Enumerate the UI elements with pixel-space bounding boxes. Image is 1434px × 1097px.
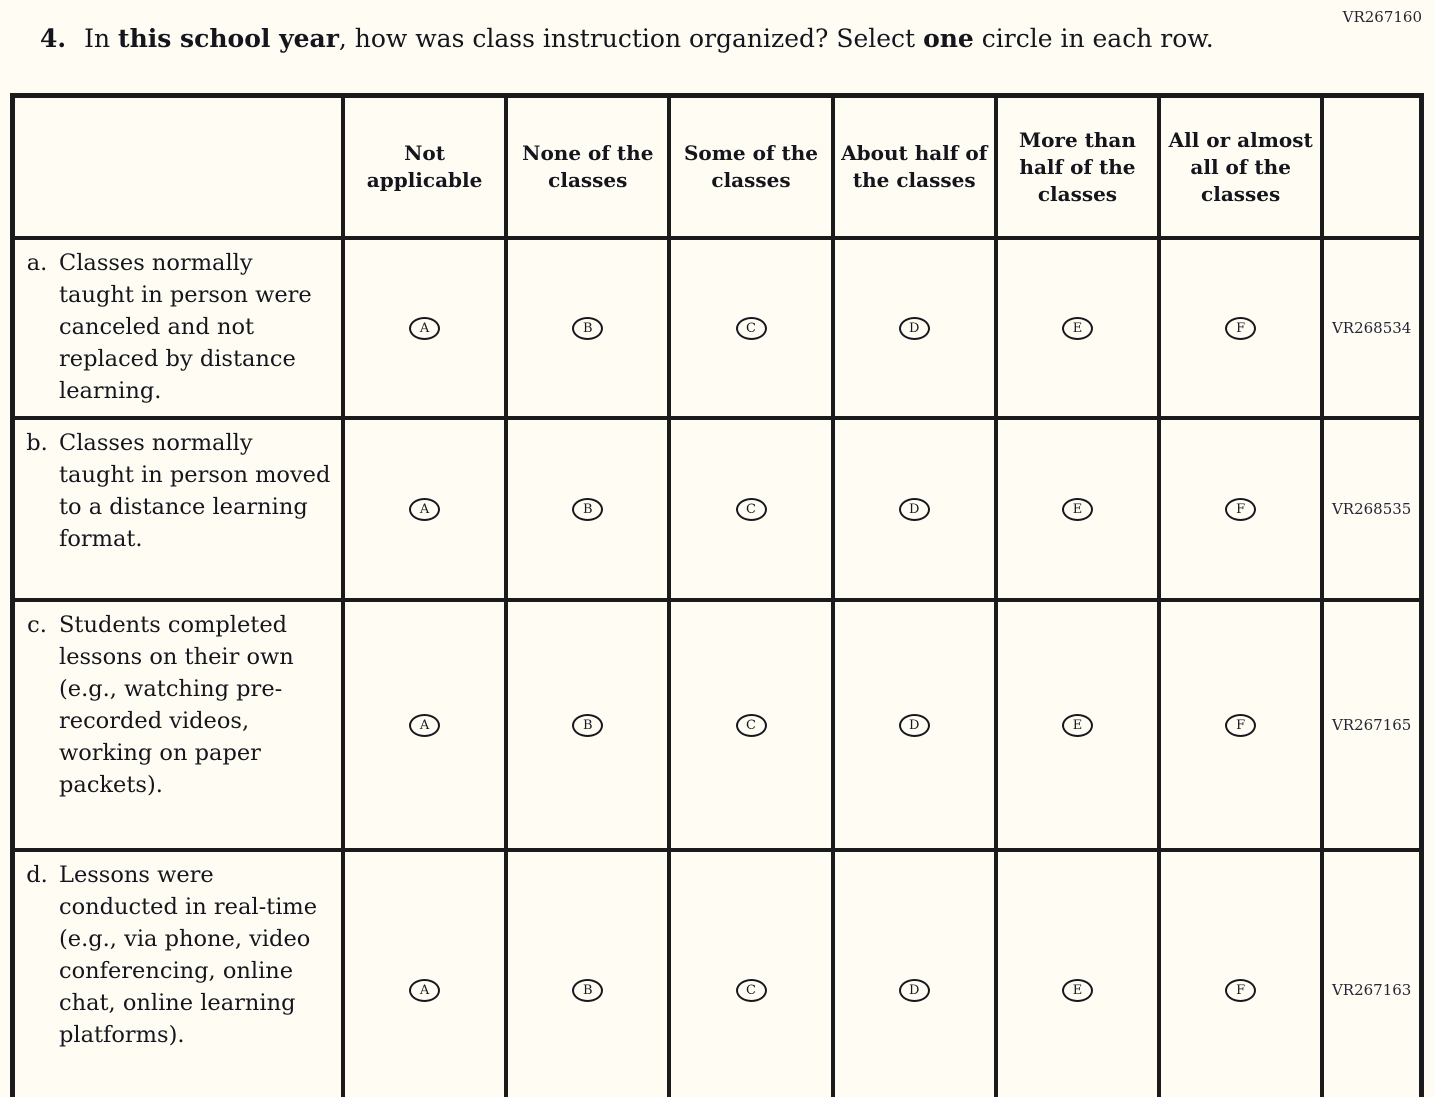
answer-bubble-e[interactable] [1062, 498, 1093, 521]
answer-bubble-d[interactable] [899, 498, 930, 521]
answer-bubble-e[interactable] [1062, 714, 1093, 737]
answer-bubble-f[interactable] [1225, 979, 1256, 1002]
header-some-of-classes: Some of the classes [669, 96, 832, 239]
header-none-of-classes: None of the classes [506, 96, 669, 239]
row-text: Students completed lessons on their own (e.g., watching pre-recorded videos, working on paper packets). [59, 612, 294, 798]
row-code [1322, 238, 1421, 418]
option-cell-b [506, 600, 669, 850]
bubble-letter: A [419, 501, 430, 517]
row-code-text: VR267163 [1331, 981, 1412, 999]
option-cell-d [833, 418, 996, 600]
option-cell-f [1159, 238, 1322, 418]
row-letter: b. [26, 430, 48, 456]
bubble-letter: D [909, 982, 920, 998]
response-matrix-table [10, 93, 1424, 1097]
row-letter: d. [26, 862, 48, 888]
option-cell-b [506, 238, 669, 418]
answer-bubble-b[interactable] [572, 979, 603, 1002]
answer-bubble-c[interactable] [736, 979, 767, 1002]
bubble-letter: C [746, 982, 756, 998]
header-not-applicable: Not applicable [343, 96, 506, 239]
answer-bubble-a[interactable] [409, 498, 440, 521]
row-letter: c. [27, 612, 47, 638]
row-code [1322, 600, 1421, 850]
answer-bubble-e[interactable] [1062, 317, 1093, 340]
bubble-letter: E [1072, 320, 1083, 336]
question-bold2: one [923, 24, 974, 53]
bubble-letter: F [1236, 320, 1246, 336]
bubble-letter: E [1072, 717, 1083, 733]
answer-bubble-f[interactable] [1225, 317, 1256, 340]
answer-bubble-a[interactable] [409, 714, 440, 737]
bubble-letter: B [583, 717, 593, 733]
header-about-half: About half of the classes [833, 96, 996, 239]
option-cell-b [506, 850, 669, 1097]
option-cell-e [996, 418, 1159, 600]
bubble-letter: C [746, 717, 756, 733]
bubble-letter: F [1236, 982, 1246, 998]
bubble-letter: A [419, 320, 430, 336]
question-bold1: this school year [118, 24, 339, 53]
row-code [1322, 418, 1421, 600]
option-cell-f [1159, 418, 1322, 600]
question-row-d [13, 850, 1422, 1097]
option-cell-e [996, 238, 1159, 418]
question-part3: circle in each row. [973, 24, 1214, 53]
header-more-than-half: More than half of the classes [996, 96, 1159, 239]
answer-bubble-d[interactable] [899, 317, 930, 340]
bubble-letter: B [583, 320, 593, 336]
bubble-letter: D [909, 501, 920, 517]
bubble-letter: B [583, 982, 593, 998]
bubble-letter: D [909, 320, 920, 336]
header-row [13, 96, 1422, 239]
answer-bubble-a[interactable] [409, 317, 440, 340]
option-cell-c [669, 418, 832, 600]
row-statement [13, 850, 343, 1097]
bubble-letter: E [1072, 982, 1083, 998]
answer-bubble-a[interactable] [409, 979, 440, 1002]
row-text: Classes normally taught in person were canceled and not replaced by distance learning. [59, 250, 312, 404]
row-code-text: VR268535 [1331, 500, 1412, 518]
table-header [13, 96, 1422, 239]
answer-bubble-b[interactable] [572, 317, 603, 340]
option-cell-c [669, 850, 832, 1097]
option-cell-a [343, 600, 506, 850]
bubble-letter: C [746, 501, 756, 517]
bubble-letter: B [583, 501, 593, 517]
answer-bubble-b[interactable] [572, 498, 603, 521]
header-all-or-almost-all: All or almost all of the classes [1159, 96, 1322, 239]
option-cell-a [343, 850, 506, 1097]
option-cell-a [343, 418, 506, 600]
option-cell-b [506, 418, 669, 600]
answer-bubble-f[interactable] [1225, 498, 1256, 521]
option-cell-e [996, 600, 1159, 850]
row-letter: a. [26, 250, 48, 276]
answer-bubble-f[interactable] [1225, 714, 1256, 737]
option-cell-c [669, 238, 832, 418]
answer-bubble-c[interactable] [736, 317, 767, 340]
option-cell-c [669, 600, 832, 850]
row-statement [13, 238, 343, 418]
row-statement [13, 418, 343, 600]
option-cell-f [1159, 600, 1322, 850]
question-row-a [13, 238, 1422, 418]
answer-bubble-e[interactable] [1062, 979, 1093, 1002]
bubble-letter: C [746, 320, 756, 336]
row-code-text: VR268534 [1331, 319, 1412, 337]
option-cell-d [833, 850, 996, 1097]
bubble-letter: F [1236, 717, 1246, 733]
question-row-c [13, 600, 1422, 850]
option-cell-e [996, 850, 1159, 1097]
answer-bubble-b[interactable] [572, 714, 603, 737]
question-number: 4. [40, 24, 67, 53]
row-code [1322, 850, 1421, 1097]
table-body [13, 238, 1422, 1097]
question-part2: , how was class instruction organized? Select [338, 24, 924, 53]
row-text: Classes normally taught in person moved to a distance learning format. [59, 430, 331, 552]
row-code-text: VR267165 [1331, 716, 1412, 734]
question-row-b [13, 418, 1422, 600]
answer-bubble-c[interactable] [736, 714, 767, 737]
option-cell-f [1159, 850, 1322, 1097]
bubble-letter: A [419, 982, 430, 998]
page-form-code: VR267160 [1342, 8, 1422, 26]
option-cell-a [343, 238, 506, 418]
header-empty-code [1322, 96, 1421, 239]
answer-bubble-d[interactable] [899, 979, 930, 1002]
row-statement [13, 600, 343, 850]
bubble-letter: A [419, 717, 430, 733]
question-text [40, 24, 1374, 54]
bubble-letter: F [1236, 501, 1246, 517]
bubble-letter: E [1072, 501, 1083, 517]
header-empty-statement [13, 96, 343, 239]
bubble-letter: D [909, 717, 920, 733]
row-text: Lessons were conducted in real-time (e.g., via phone, video conferencing, online chat, online learning platforms). [59, 862, 318, 1048]
option-cell-d [833, 238, 996, 418]
question-part1: In [84, 24, 119, 53]
option-cell-d [833, 600, 996, 850]
answer-bubble-c[interactable] [736, 498, 767, 521]
answer-bubble-d[interactable] [899, 714, 930, 737]
